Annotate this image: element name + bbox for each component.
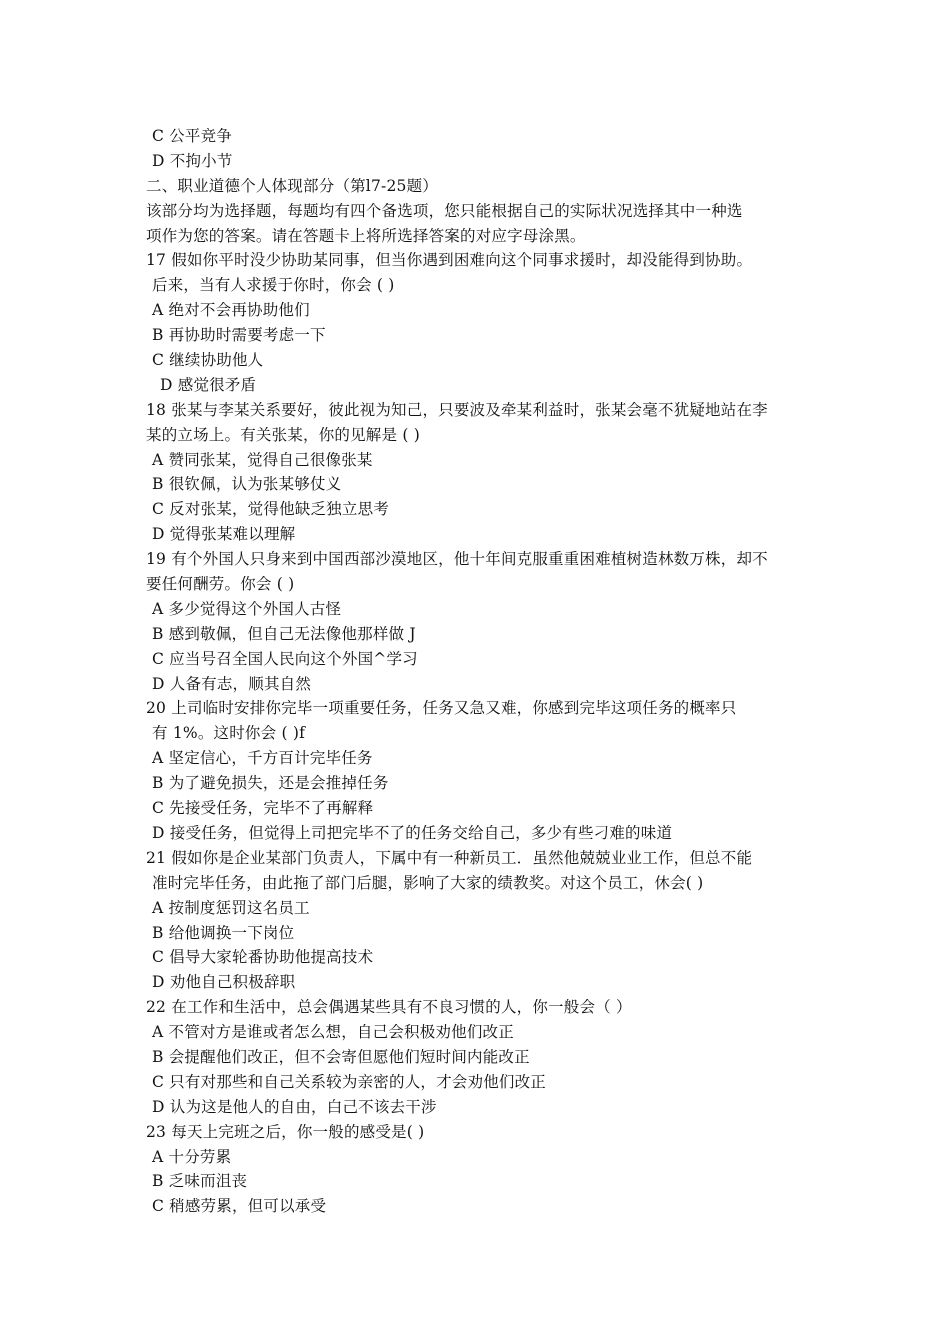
- question-23-option-b: B 乏味而沮丧: [152, 1172, 248, 1191]
- question-19-line-1: 19 有个外国人只身来到中国西部沙漠地区，他十年间克服重重困难植树造林数万株，却不: [146, 550, 768, 569]
- question-19-line-2: 要任何酬劳。你会 ( ): [146, 575, 295, 594]
- question-21-option-b: B 给他调换一下岗位: [152, 923, 295, 942]
- question-21-option-d: D 劝他自己积极辞职: [152, 973, 296, 992]
- question-17-line-1: 17 假如你平时没少协助某同事，但当你遇到困难向这个同事求援时，却没能得到协助。: [146, 251, 753, 270]
- question-21-line-2: 准时完毕任务，由此拖了部门后腿，影响了大家的绩教奖。对这个员工，休会( ): [152, 873, 704, 892]
- question-20-line-1: 20 上司临时安排你完毕一项重要任务，任务又急又难，你感到完毕这项任务的概率只: [146, 699, 737, 718]
- question-18-option-a: A 赞同张某，觉得自己很像张某: [152, 450, 373, 469]
- question-17-option-d: D 感觉很矛盾: [160, 375, 257, 394]
- question-18-option-b: B 很钦佩，认为张某够仗义: [152, 475, 342, 494]
- question-19-option-a: A 多少觉得这个外国人古怪: [152, 599, 342, 618]
- question-22-line-1: 22 在工作和生活中，总会偶遇某些具有不良习惯的人，你一般会（ ）: [146, 998, 632, 1017]
- question-22-option-d: D 认为这是他人的自由，白己不该去干涉: [152, 1097, 437, 1116]
- question-21-line-1: 21 假如你是企业某部门负责人，下属中有一种新员工．虽然他兢兢业业工作，但总不能: [146, 848, 753, 867]
- section-instructions-line-1: 该部分均为选择题，每题均有四个备选项，您只能根据自己的实际状况选择其中一种选: [146, 201, 743, 220]
- question-20-option-d: D 接受任务，但觉得上司把完毕不了的任务交给自己，多少有些刁难的味道: [152, 823, 673, 842]
- question-19-option-b: B 感到敬佩，但自己无法像他那样做 J: [152, 624, 416, 643]
- question-23-line-1: 23 每天上完班之后，你一般的感受是( ): [146, 1122, 425, 1141]
- question-22-option-c: C 只有对那些和自己关系较为亲密的人，才会劝他们改正: [152, 1072, 546, 1091]
- question-20-line-2: 有 1%。这时你会 ( )f: [152, 724, 306, 743]
- option-d-not-petty: D 不拘小节: [152, 151, 233, 170]
- document-page: [146, 124, 826, 1219]
- question-19-option-c: C 应当号召全国人民向这个外国^学习: [152, 649, 418, 668]
- question-19-option-d: D 人备有志，顺其自然: [152, 674, 312, 693]
- question-17-option-c: C 继续协助他人: [152, 351, 264, 370]
- question-22-option-a: A 不管对方是谁或者怎么想，自己会积极劝他们改正: [152, 1023, 514, 1042]
- question-23-option-c: C 稍感劳累，但可以承受: [152, 1197, 327, 1216]
- question-18-line-2: 某的立场上。有关张某，你的见解是 ( ): [146, 425, 420, 444]
- question-21-option-a: A 按制度惩罚这名员工: [152, 898, 310, 917]
- question-23-option-a: A 十分劳累: [152, 1147, 232, 1166]
- question-20-option-a: A 坚定信心，千方百计完毕任务: [152, 749, 373, 768]
- question-21-option-c: C 倡导大家轮番协助他提高技术: [152, 948, 374, 967]
- question-18-line-1: 18 张某与李某关系要好，彼此视为知己，只要波及牵某利益时，张某会毫不犹疑地站在李: [146, 400, 768, 419]
- question-20-option-b: B 为了避免损失，还是会推掉任务: [152, 774, 389, 793]
- option-c-fair-competition: C 公平竞争: [152, 127, 232, 145]
- section-instructions-line-2: 项作为您的答案。请在答题卡上将所选择答案的对应字母涂黑。: [146, 226, 586, 245]
- question-20-option-c: C 先接受任务，完毕不了再解释: [152, 799, 374, 818]
- section-heading: 二、职业道德个人体现部分（第l7-25题）: [146, 176, 438, 195]
- question-18-option-c: C 反对张某，觉得他缺乏独立思考: [152, 500, 389, 519]
- question-22-option-b: B 会提醒他们改正，但不会寄但愿他们短时间内能改正: [152, 1047, 530, 1066]
- question-17-option-a: A 绝对不会再协助他们: [152, 301, 310, 320]
- question-17-option-b: B 再协助时需要考虑一下: [152, 326, 326, 345]
- question-18-option-d: D 觉得张某难以理解: [152, 525, 296, 544]
- question-17-line-2: 后来，当有人求援于你时，你会 ( ): [152, 276, 395, 295]
